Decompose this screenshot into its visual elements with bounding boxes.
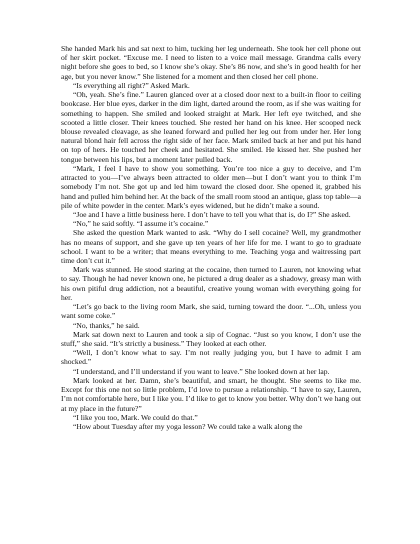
paragraph: “Is everything all right?” Asked Mark. — [73, 80, 190, 90]
paragraph: She handed Mark his and sat next to him, tucking her leg underneath. She took her cell phone out of her skirt pocket. “Excuse me. I need to listen to a voice mail message. Grandma calls every night before she goes to bed, so I know she’s okay. She’s 86 now, and she’s in good health for her age, but you never know.” She listened for a moment and then closed her cell phone. — [61, 44, 361, 81]
paragraph: Mark was stunned. He stood staring at the cocaine, then turned to Lauren, not knowing what to say. Though he had never known one, he pictured a drug dealer as a shadowy, greasy man with his own pitiful drug addiction, not a beautiful, creative young woman with everything going for her. — [61, 265, 361, 302]
paragraph: “I understand, and I’ll understand if you want to leave.” She looked down at her lap. — [73, 366, 330, 376]
paragraph: “Joe and I have a little business here. I don’t have to tell you what that is, do I?” She asked. — [73, 209, 351, 219]
paragraph: She asked the question Mark wanted to ask. “Why do I sell cocaine? Well, my grandmother has no means of support, and she gave up ten years of her life for me. I want to go to graduate school. I want to be a writer; that means everything to me. Teaching yoga and waitressing part time don’t cut it.” — [61, 228, 361, 266]
paragraph: “No,” he said softly. “I assume it’s cocaine.” — [73, 219, 209, 229]
paragraph: “Well, I don’t know what to say. I’m not really judging you, but I have to admit I am shocked.” — [61, 348, 361, 367]
paragraph: Mark sat down next to Lauren and took a sip of Cognac. “Just so you know, I don’t use the stuff,” she said. “It’s strictly a business.” They looked at each other. — [61, 329, 361, 348]
book-page — [61, 44, 361, 431]
paragraph: “Let’s go back to the living room Mark, she said, turning toward the door. “...Oh, unless you want some coke.” — [61, 302, 361, 321]
paragraph: “How about Tuesday after my yoga lesson? We could take a walk along the — [73, 421, 303, 431]
paragraph: “No, thanks,” he said. — [73, 320, 140, 330]
paragraph: “Oh, yeah. She’s fine.” Lauren glanced over at a closed door next to a built-in floor to ceiling bookcase. Her blue eyes, darker in the dim light, darted around the room, as if she was waiting for something to happen. She smiled and looked straight at Mark. Her left eye twitched, and she scooted a little closer. Their knees touched. She rested her hand on his knee. Her scooped neck blouse revealed cleavage, as she leaned forward and pulled her leg out from under her. Her long natural blond hair fell across the right side of her face. Mark smiled back at her and put his hand on top of hers. He touched her cheek and hesitated. She smiled. He kissed her. She pushed her tongue between his lips, but a moment later pulled back. — [61, 90, 361, 164]
paragraph: “Mark, I feel I have to show you something. You’re too nice a guy to deceive, and I’m attracted to you—I’ve always been attracted to older men—but I don’t want you to think I’m somebody I’m not. She got up and led him toward the closed door. She opened it, grabbed his hand and pulled him behind her. At the back of the small room stood an antique, glass top table—a pile of white powder in the center. Mark’s eyes widened, but he didn’t make a sound. — [61, 163, 361, 210]
paragraph: Mark looked at her. Damn, she’s beautiful, and smart, he thought. She seems to like me. Except for this one not so little problem, I’d love to pursue a relationship. “I have to say, Lauren, I’m not comfortable here, but I like you. I’d like to get to know you better. Why don’t we hang out at my place in the future?” — [61, 375, 361, 413]
paragraph: “I like you too, Mark. We could do that.” — [73, 412, 198, 422]
